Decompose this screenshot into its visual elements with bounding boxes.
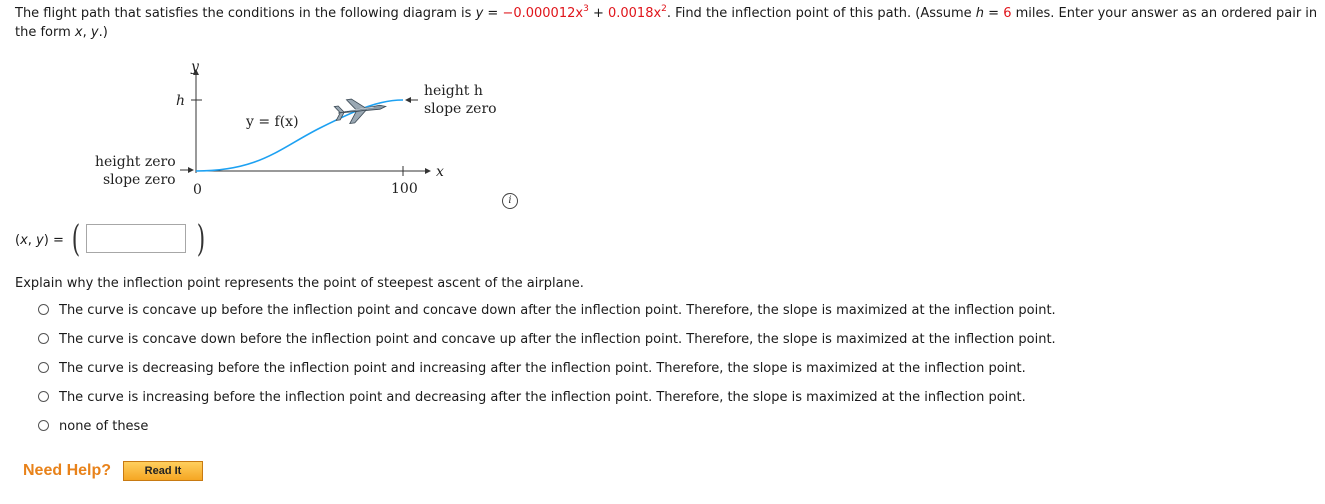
close-paren: ) xyxy=(196,219,206,260)
flight-path-diagram xyxy=(90,58,530,218)
open-paren: ( xyxy=(71,219,81,260)
option-label: The curve is concave up before the inflection point and concave down after the inflection point. Therefore, the slope is maximized at the inflection point. xyxy=(59,303,1056,318)
option-4[interactable] xyxy=(38,389,1056,418)
radio-button[interactable] xyxy=(38,304,49,315)
top-right-label-1: height h xyxy=(424,83,483,99)
answer-label: (x, y) = xyxy=(15,233,64,248)
radio-button[interactable] xyxy=(38,420,49,431)
option-label: none of these xyxy=(59,419,149,434)
option-3[interactable] xyxy=(38,360,1056,389)
flight-path-curve xyxy=(196,100,403,171)
coefficient-cubic: $-0.000012x^3$ xyxy=(502,4,589,21)
option-1[interactable] xyxy=(38,302,1056,331)
answer-input[interactable] xyxy=(86,224,186,253)
left-label-1: height zero xyxy=(95,154,176,170)
read-it-button[interactable]: Read It xyxy=(123,461,203,481)
option-label: The curve is decreasing before the inflection point and increasing after the inflection point. Therefore, the slope is maximized at the inflection point. xyxy=(59,361,1026,376)
x-tick-label: 100 xyxy=(391,181,418,197)
origin-label: 0 xyxy=(193,182,202,198)
need-help-label: Need Help? xyxy=(23,462,112,479)
info-icon[interactable]: i xyxy=(502,193,518,209)
explain-prompt: Explain why the inflection point represents the point of steepest ascent of the airplane. xyxy=(15,276,584,291)
help-section xyxy=(23,461,203,481)
y-axis-label: y xyxy=(191,59,199,75)
option-5[interactable] xyxy=(38,418,1056,447)
radio-button[interactable] xyxy=(38,333,49,344)
radio-button[interactable] xyxy=(38,362,49,373)
curve-label: y = f(x) xyxy=(246,114,299,130)
h-tick-label: h xyxy=(176,93,186,109)
left-label-2: slope zero xyxy=(103,172,176,188)
coefficient-quadratic: $0.0018x^2$ xyxy=(607,4,667,21)
options-list xyxy=(38,302,1056,447)
x-axis-label: x xyxy=(436,164,444,180)
option-2[interactable] xyxy=(38,331,1056,360)
radio-button[interactable] xyxy=(38,391,49,402)
h-value: 6 xyxy=(1003,6,1012,21)
question-text: The flight path that satisfies the conditions in the following diagram is $y = -0.000012x^3 + 0.0018x^2$. Find the inflection point of this path. (Assume h = 6 miles. Enter your answer as an ordered pair in the form x, y.) xyxy=(15,4,1318,40)
option-label: The curve is increasing before the inflection point and decreasing after the inflection point. Therefore, the slope is maximized at the inflection point. xyxy=(59,390,1026,405)
top-right-label-2: slope zero xyxy=(424,101,497,117)
airplane-icon xyxy=(334,94,388,125)
option-label: The curve is concave down before the inflection point and concave up after the inflection point. Therefore, the slope is maximized at the inflection point. xyxy=(59,332,1056,347)
